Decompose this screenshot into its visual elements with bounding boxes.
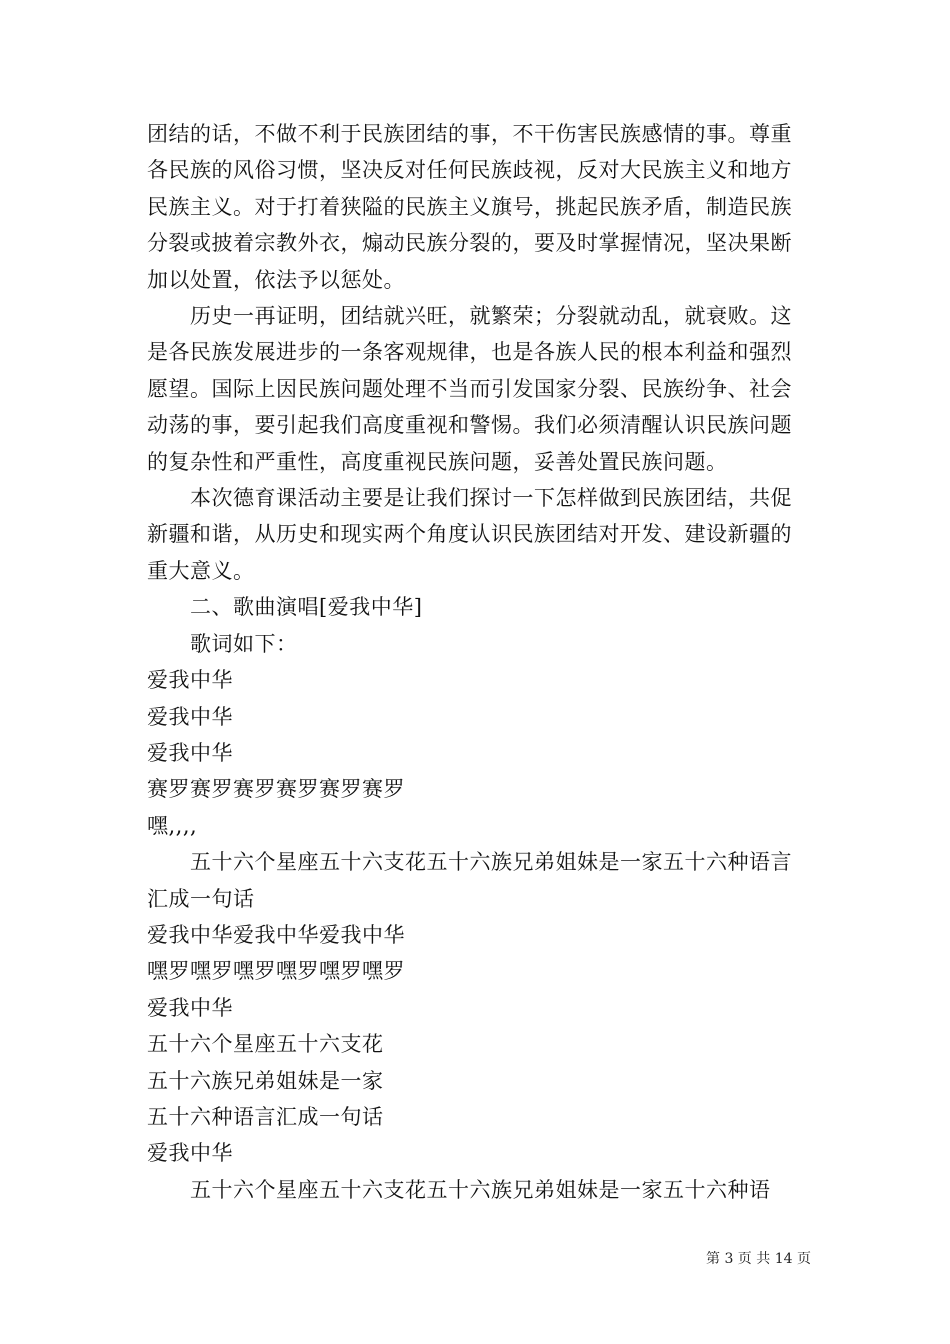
lyric-line: 爱我中华: [147, 1141, 233, 1166]
lyric-line: 五十六个星座五十六支花五十六族兄弟姐妹是一家五十六种语: [190, 1177, 771, 1202]
lyric-line: 五十六个星座五十六支花五十六族兄弟姐妹是一家五十六种语言汇成一句话: [147, 850, 792, 911]
lyric-line: 五十六种语言汇成一句话: [147, 1104, 384, 1129]
lyric-line: 爱我中华: [147, 995, 233, 1020]
document-body: [147, 116, 812, 1208]
paragraph-activity-purpose: 本次德育课活动主要是让我们探讨一下怎样做到民族团结，共促新疆和谐，从历史和现实两个角度认识民族团结对开发、建设新疆的重大意义。: [147, 486, 792, 583]
lyrics-intro: 歌词如下：: [190, 631, 298, 656]
lyric-line: 爱我中华爱我中华爱我中华: [147, 922, 405, 947]
page-number-footer: 第 3 页 共 14 页: [706, 1251, 811, 1267]
lyric-line: 爱我中华: [147, 704, 233, 729]
paragraph-ethnic-unity-policy: 团结的话，不做不利于民族团结的事，不干伤害民族感情的事。尊重各民族的风俗习惯，坚决反对任何民族歧视，反对大民族主义和地方民族主义。对于打着狭隘的民族主义旗号，挑起民族矛盾，制造民族分裂或披着宗教外衣，煽动民族分裂的，要及时掌握情况，坚决果断加以处置，依法予以惩处。: [147, 122, 792, 292]
lyric-line: 五十六个星座五十六支花: [147, 1032, 384, 1057]
section-heading-song: 二、歌曲演唱[爱我中华]: [190, 595, 423, 620]
lyric-line: 爱我中华: [147, 668, 233, 693]
lyric-line: 爱我中华: [147, 740, 233, 765]
lyric-line: 五十六族兄弟姐妹是一家: [147, 1068, 384, 1093]
lyric-line: 嘿,,,,: [147, 813, 198, 838]
lyric-line: 赛罗赛罗赛罗赛罗赛罗赛罗: [147, 777, 405, 802]
paragraph-history-lesson: 历史一再证明，团结就兴旺，就繁荣；分裂就动乱，就衰败。这是各民族发展进步的一条客观规律，也是各族人民的根本利益和强烈愿望。国际上因民族问题处理不当而引发国家分裂、民族纷争、社会动荡的事，要引起我们高度重视和警惕。我们必须清醒认识民族问题的复杂性和严重性，高度重视民族问题，妥善处置民族问题。: [147, 304, 792, 474]
lyric-line: 嘿罗嘿罗嘿罗嘿罗嘿罗嘿罗: [147, 959, 405, 984]
